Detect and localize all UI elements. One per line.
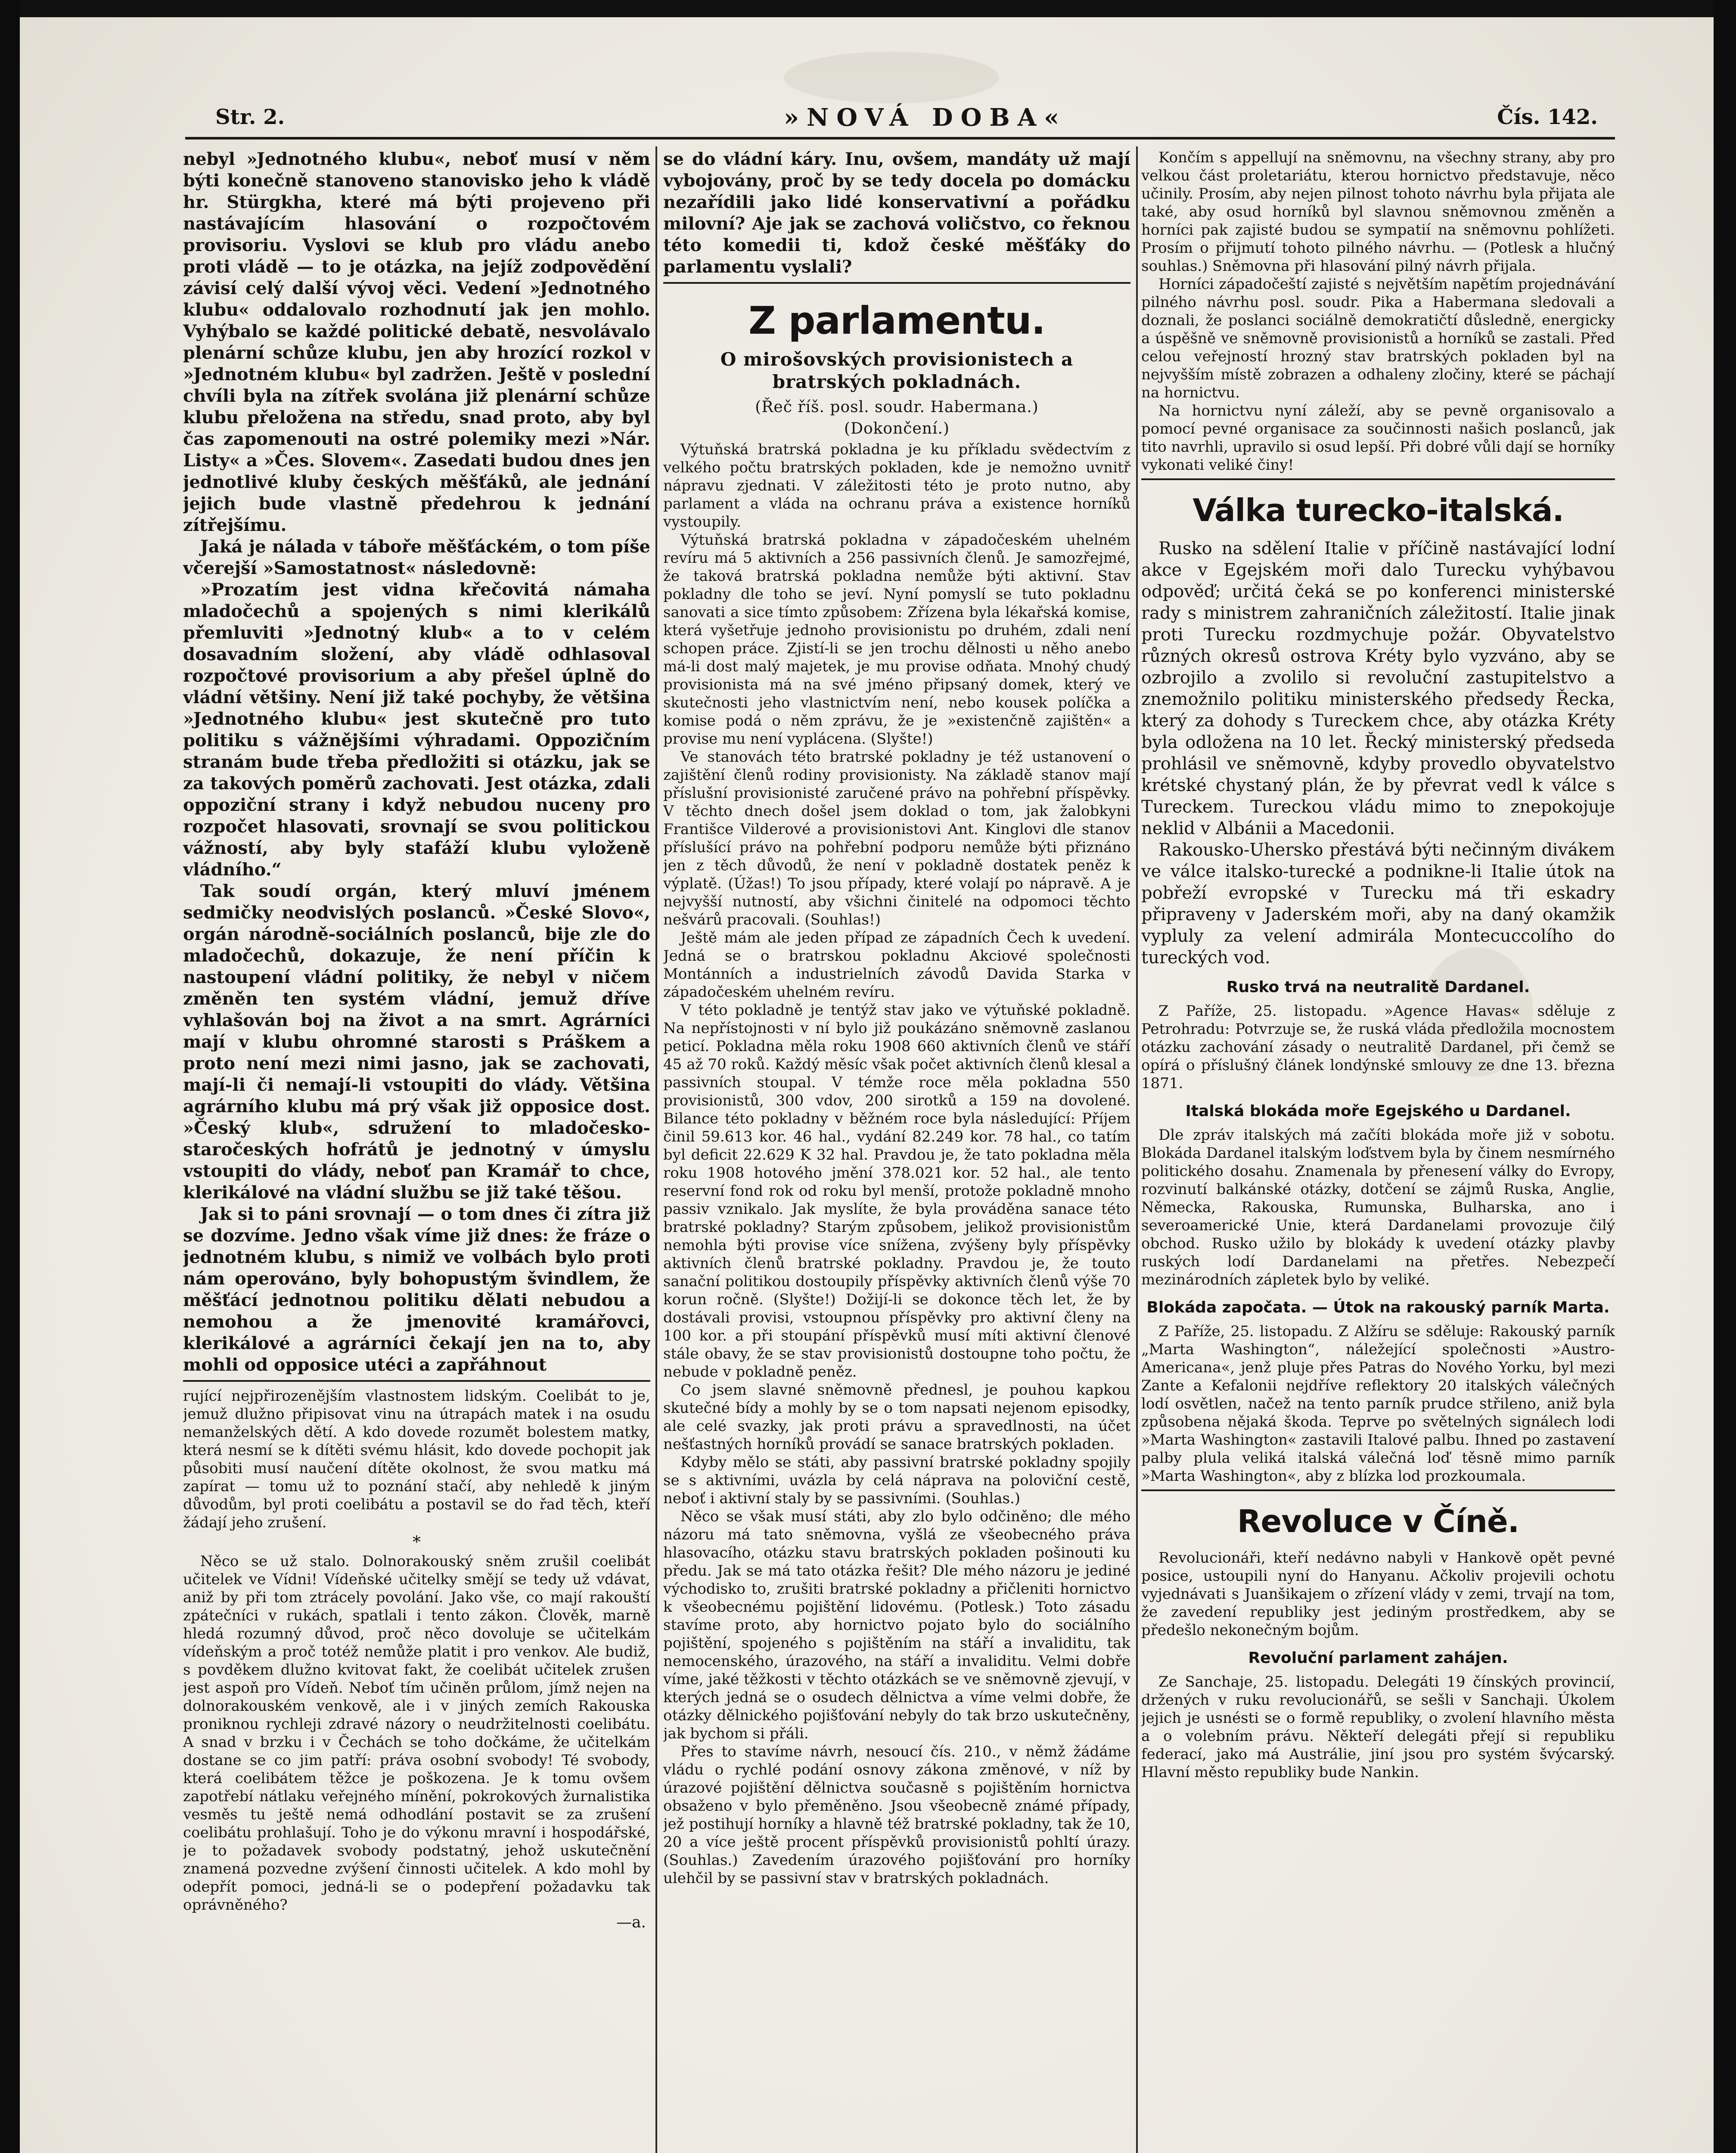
column-divider bbox=[655, 146, 657, 2153]
column-2 bbox=[663, 149, 1130, 2153]
article-paragraph: Rakousko-Uhersko přestává býti nečinným divákem ve válce italsko-turecké a podnikne-li Italie útok na pobřeží evropské v Turecku má tři eskadry připraveny v Jaderském moři, aby na daný okamžik vypluly za velení admirála Montecuccolího do tureckých vod. bbox=[1141, 840, 1615, 968]
scan-border-left bbox=[0, 0, 20, 2153]
article-paragraph: Kdyby mělo se státi, aby passivní bratrské pokladny spojily se s aktivními, uvázla by celá náprava na poloviční cestě, neboť i aktivní staly by se passivními. (Souhlas.) bbox=[663, 1454, 1130, 1507]
article-paragraph: Z Paříže, 25. listopadu. Z Alžíru se sděluje: Rakouský parník „Marta Washington“, náležející společnosti »Austro-Americana«, jenž pluje přes Patras do Nového Yorku, byl mezi Zante a Kefalonii nejdříve reflektory 20 italských válečných lodí osvětlen, načež na tento parník prudce střileno, aniž byla způsobena nějaká škoda. Teprve po světelných signálech lodi »Marta Washington« zastavili Italové palbu. Ihned po zastavení palby plula veliká italská válečná loď těsně mimo parník »Marta Washington«, aby z blízka lod prozkoumala. bbox=[1141, 1323, 1615, 1485]
section-headline: Z parlamentu. bbox=[748, 298, 1045, 343]
scan-border-right bbox=[1714, 0, 1736, 2153]
article-paragraph: nebyl »Jednotného klubu«, neboť musí v něm býti konečně stanoveno stanovisko jeho k vládě hr. Stürgkha, které má býti projeveno při nastávajícím hlasování o rozpočtovém provisoriu. Vyslovi se klub pro vládu anebo proti vládě — to je otázka, na jejíž zodpovědění závisí celý další vývoj věci. Vedení »Jednotného klubu« oddalovalo rozhodnutí jak jen mohlo. Vyhýbalo se každé politické debatě, nesvolávalo plenární schůze klubu, jen aby hrozící rozkol v »Jednotném klubu« byl zadržen. Ještě v poslední chvíli byla na zítřek svolána již plenární schůze klubu přeložena na středu, snad proto, aby byl čas zapomenouti na ostré polemiky mezi »Nár. Listy« a »Čes. Slovem«. Zasedati budou dnes jen jednotlivé kluby českých měšťáků, ale jednání jejich bude vlastně předehrou k jednání zítřejšímu. bbox=[183, 149, 650, 535]
article-paragraph: Tak soudí orgán, který mluví jménem sedmičky neodvislých poslanců. »České Slovo«, orgán národně-sociálních poslanců, bije zle do mladočechů, dokazuje, že není příčin k nastoupení vládní politiky, že nebyl v ničem změněn ten systém vládní, jemuž dříve vyhlašován boj na život a na smrt. Agrárníci mají v klubu ohromné starosti s Práškem a proto není mezi nimi jasno, jak se zachovati, mají-li či nemají-li vstoupiti do vlády. Většina agrárního klubu má prý však již opposice dost. »Český klub«, sdružení to mladočesko-staročeských hofrátů je jednotný v úmyslu vstoupiti do vlády, neboť pan Kramář to chce, klerikálové na vládní službu se již také těšou. bbox=[183, 881, 650, 1203]
section-rule bbox=[183, 1380, 650, 1382]
article-paragraph: Přes to stavíme návrh, nesoucí čís. 210., v němž žádáme vládu o rychlé podání osnovy zákona změnové, v níž by úrazové pojištění dělnictva současně s pojištěním hornictva obsaženo v bylo přeměněno. Jsou všeobecně známé případy, jež postihují horníky a hlavně též bratrské pokladny, tak že 10, 20 a více ještě procent příspěvků provisionistů pohltí úrazy. (Souhlas.) Zavedením úrazového pojišťování pro horníky ulehčil by se passivní stav v bratrských pokladnách. bbox=[663, 1743, 1130, 1887]
article-paragraph: rující nejpřirozenějším vlastnostem lidským. Coelibát to je, jemuž dlužno připisovat vinu na útrapách matek i na osudu nemanželských dětí. A kdo dovede rozumět bolestem matky, která nesmí se k dítěti svému hlásit, kdo dovede pochopit jak působiti musí naučení dítěte okolnost, že svou matku má zapírat — tomu už to poznání stačí, aby nehledě k jiným důvodům, byl proti coelibátu a postavil se do řad těch, kteří žádají jeho zrušení. bbox=[183, 1387, 650, 1531]
news-headline: Italská blokáda moře Egejského u Dardanel. bbox=[1185, 1102, 1571, 1120]
news-headline: Rusko trvá na neutralitě Dardanel. bbox=[1226, 978, 1530, 996]
article-paragraph: Rusko na sdělení Italie v příčině nastávající lodní akce v Egejském moři dalo Turecku vyhýbavou odpověď; určitá čeká se po konferenci ministerské rady s ministrem zahraničních záležitostí. Italie jinak proti Turecku rozdmychuje požár. Obyvatelstvo různých okresů ostrova Kréty bylo vyzváno, aby se ozbrojilo a zvolilo si revoluční zastupitelstvo a znemožnilo politiku ministerského předsedy Řecka, který za dohody s Tureckem chce, aby otázka Kréty byla odložena na 10 let. Řecký ministerský předseda prohlásil ve sněmovně, kdyby provedlo obyvatelstvo krétské chystaný plán, že by převrat vedl k válce s Tureckem. Tureckou vládu mimo to znepokojuje neklid v Albánii a Macedonii. bbox=[1141, 539, 1615, 838]
issue-number: Čís. 142. bbox=[1497, 105, 1598, 129]
article-byline: (Řeč říš. posl. soudr. Habermana.) bbox=[755, 398, 1039, 416]
article-paragraph: Něco se už stalo. Dolnorakouský sněm zrušil coelibát učitelek ve Vídni! Vídeňské učitelky smějí se tedy už vdávat, aniž by při tom ztrácely povolání. Jako vše, co mají rakouští zpátečníci v rukách, spatlali i tento zákon. Člověk, marně hledá rozumný důvod, proč něco dovoluje se učitelkám vídeňským a proč totéž nemůže platit i pro venkov. Ale budiž, s povděkem dlužno kvitovat fakt, že coelibát učitelek zrušen jest aspoň pro Vídeň. Neboť tím učiněn průlom, jímž nejen na dolnorakouském venkově, ale i v jiných zemích Rakouska proniknou rychleji zdravé názory o neudržitelnosti coelibátu. A snad v brzku i v Čechách se toho dočkáme, že učitelkám dostane se co jim patří: práva osobní svobody! Té svobody, která coelibátem těžce je poškozena. Je k tomu ovšem zapotřebí nátlaku veřejného mínění, pokrokových žurnalistika vesměs tu ještě nemá odhodlání postavit se za zrušení coelibátu prohlašují. Toho je do výkonu mravní i hospodářské, je to požadavek svobody podstatný, jehož uskutečnění znamená pozvedne zvýšení činnosti učitelek. A kdo mohl by odepřít pomoci, jedná-li se o podepření požadavku tak oprávněného? bbox=[183, 1553, 650, 1914]
page-header bbox=[181, 103, 1611, 133]
section-rule bbox=[1141, 1489, 1615, 1491]
newspaper-title: »NOVÁ DOBA« bbox=[784, 103, 1067, 132]
article-paragraph: Dle zpráv italských má začíti blokáda moře již v sobotu. Blokáda Dardanel italským loďstvem byla by činem nesmírného politického dosahu. Znamenala by přenesení války do Evropy, rozvinutí balkánské otázky, dotčení se zájmů Ruska, Anglie, Německa, Rakouska, Rumunska, Bulharska, ano i severoamerické Unie, která Dardanelami provozuje čilý obchod. Rusko užilo by blokády k uvedení otázky plavby ruských lodí Dardanelami na přetřes. Nebezpečí mezinárodních zápletek bylo by veliké. bbox=[1141, 1126, 1615, 1288]
article-paragraph: Výtuňská bratrská pokladna je ku příkladu svědectvím z velkého počtu bratrských pokladen, kde je nemožno uvnitř nápravu zjednati. V záležitosti této je proto nutno, aby parlament a vláda na ochranu práva a existence horníků vystoupily. bbox=[663, 441, 1130, 530]
article-paragraph: Co jsem slavné sněmovně přednesl, je pouhou kapkou skutečné bídy a mohly by se o tom napsati nejenom episodky, ale celé svazky, jak proti právu a spravedlnosti, na účet nešťastných horníků provádí se sanace bratrských pokladen. bbox=[663, 1381, 1130, 1453]
header-rule bbox=[185, 137, 1615, 140]
article-paragraph: Revolucionáři, kteří nedávno nabyli v Hankově opět pevné posice, ustoupili nyní do Hanyanu. Ačkoliv projevili ochotu vyjednávati s Juanšikajem o zřízení vlády v zemi, trvají na tom, že zavedení republiky jest jediným prostředkem, aby se předešlo nekonečným bojům. bbox=[1141, 1549, 1615, 1639]
article-subheadline: O mirošovských provisionistech a bratrských pokladnách. bbox=[720, 349, 1074, 392]
article-paragraph: Z Paříže, 25. listopadu. »Agence Havas« sděluje z Petrohradu: Potvrzuje se, že ruská vláda předložila mocnostem otázku zachování zásady o neutralitě Dardanel, při čemž se opírá o příslušný článek londýnské smlouvy ze dne 13. března 1871. bbox=[1141, 1002, 1615, 1092]
column-1 bbox=[183, 149, 650, 2153]
page-number: Str. 2. bbox=[215, 105, 285, 129]
article-paragraph: Horníci západočeští zajisté s největším napětím projednávání pilného návrhu posl. soudr. Pika a Habermana sledovali a doznali, že poslanci sociálně demokratičtí důsledně, energicky a úspěšně ve sněmovně provisionistů a horníků se zastali. Před celou veřejností hrozný stav bratrských pokladen byl na nejvyšším místě zobrazen a odhaleny zločiny, které se páchají na hornictvu. bbox=[1141, 276, 1615, 401]
article-continuation-note: (Dokončení.) bbox=[844, 420, 950, 437]
article-paragraph: Jak si to páni srovnají — o tom dnes či zítra již se dozvíme. Jedno však víme již dnes: že fráze o jednotném klubu, s nimiž ve volbách bylo proti nám operováno, byly bohopustým švindlem, že měšťácí jednotnou politiku dělati nebudou a nemohou a že jmenovité kramářovci, klerikálové a agrárníci čekají jen na to, aby mohli od opposice utéci a zapřáhnout bbox=[183, 1204, 650, 1375]
article-paragraph: Ze Sanchaje, 25. listopadu. Delegáti 19 čínských provincií, držených v ruku revolucionářů, se sešli v Sanchaji. Úkolem jejich je usnésti se o formě republiky, o zvolení hlavního města a o volebním právu. Někteří delegáti přejí si republiku federací, jako má Austrálie, jiní jsou pro systém švýcarský. Hlavní město republiky bude Nankin. bbox=[1141, 1673, 1615, 1781]
section-headline: Revoluce v Číně. bbox=[1237, 1503, 1519, 1539]
news-headline: Revoluční parlament zahájen. bbox=[1248, 1649, 1508, 1667]
article-paragraph: Jaká je nálada v táboře měšťáckém, o tom píše včerejší »Samostatnost« následovně: bbox=[183, 537, 650, 578]
author-signature: —a. bbox=[616, 1914, 646, 1931]
article-paragraph: Výtuňská bratrská pokladna v západočeském uhelném revíru má 5 aktivních a 256 passivních členů. Je samozřejmé, že taková bratrská pokladna nemůže býti aktivní. Stav pokladny dle toho se jeví. Nyní pomyslí se tuto pokladnu sanovati a sice tímto způsobem: Zřízena byla lékařská komise, která vyšetřuje jednoho provisionistu po druhém, zdali není schopen práce. Zjistí-li se jen trochu dělnosti u něho anebo má-li dost malý majetek, je mu provise odňata. Mnohý chudý provisionista má na své jméno připsaný domek, který ve skutečnosti jeho vlastnictvím není, nebo kousek políčka a komise podá o něm zprávu, že je »existenčně zajištěn« a provise mu není vyplácena. (Slyšte!) bbox=[663, 531, 1130, 748]
section-rule bbox=[663, 282, 1130, 284]
news-headline: Blokáda započata. — Útok na rakouský parník Marta. bbox=[1146, 1299, 1610, 1316]
article-paragraph: Ještě mám ale jeden případ ze západních Čech k uvedení. Jedná se o bratrskou pokladnu Akciové společnosti Montánních a industrielních závodů Davida Starka v západočeském uhelném revíru. bbox=[663, 929, 1130, 1001]
article-paragraph: V této pokladně je tentýž stav jako ve výtuňské pokladně. Na nepřístojnosti v ní bylo již poukázáno sněmovně zaslanou peticí. Pokladna měla roku 1908 660 aktivních členů ve stáří 45 až 70 roků. Každý měsíc však počet aktivních členů klesal a passivních stoupal. V témže roce měla pokladna 550 provisionistů, 300 vdov, 200 sirotků a 159 na dovolené. Bilance této pokladny v běžném roce byla následující: Příjem činil 59.613 kor. 46 hal., vydání 82.249 kor. 78 hal., co tatím byl deficit 22.629 K 32 hal. Pravdou je, že tato pokladna měla roku 1908 hotového jmění 378.021 kor. 52 hal., ale tento reservní fond rok od roku byl menší, protože pokladně mnoho passiv vznikalo. Jak myslíte, že byla prováděna sanace této bratrské pokladny? Starým způsobem, jelikož provisionistům nemohla býti provise více snížena, zvýšeny byly příspěvky aktivních členů bratrské pokladny. Pravdou je, že touto sanační politikou dostoupily příspěvky aktivních členů výše 70 korun ročně. (Slyšte!) Dožijí-li se dokonce těch let, že by dostávali provisi, vstoupnou příspěvky pro aktivní členy na 100 kor. a při stoupání příspěvků musí míti aktivní členové stále obavy, že se stav provisionistů dostoupne toho počtu, že nebude v pokladně peněz. bbox=[663, 1002, 1130, 1381]
column-3 bbox=[1141, 149, 1615, 2153]
section-headline: Válka turecko-italská. bbox=[1193, 492, 1564, 528]
article-paragraph: Něco se však musí státi, aby zlo bylo odčiněno; dle mého názoru má tato sněmovna, vyšlá ze všeobecného práva hlasovacího, otázku stavu bratrských pokladen pošinouti ku předu. Jak se má tato otázka řešit? Dle mého názoru je jediné východisko to, zrušiti bratrské pokladny a přičleniti hornictvo k všeobecnému pojištění lidovému. (Potlesk.) Toto zásadu stavíme proto, aby hornictvo pojato bylo do sociálního pojištění, spojeného s pojištěním na stáří a invaliditu, tak nemocenského, úrazového, na stáří a invaliditu. Velmi dobře víme, jaké těžkosti v těchto otázkách se ve sněmovně zjevují, v kterých jedná se o osudech dělnictva a víme velmi dobře, že otázky dělnického pojišťování nebyly do tak brzo uskutečněny, jak bychom si přáli. bbox=[663, 1508, 1130, 1742]
section-star: * bbox=[413, 1533, 421, 1551]
paper-stain bbox=[784, 52, 999, 103]
article-paragraph: se do vládní káry. Inu, ovšem, mandáty už mají vybojovány, proč by se tedy docela po domácku nezařídili jako lidé konservativní a pořádku milovní? Aje jak se zachová voličstvo, co řeknou této komedii ti, kdož české měšťáky do parlamentu vyslali? bbox=[663, 149, 1130, 277]
section-rule bbox=[1141, 478, 1615, 480]
article-quote: »Prozatím jest vidna křečovitá námaha mladočechů a spojených s nimi klerikálů přemluviti »Jednotný klub« a to v celém dosavadním složení, aby vládě odhlasoval rozpočtové provisorium a aby přešel úplně do vládní většiny. Není již také pochyby, že většina »Jednotného klubu« jest skutečně pro tuto politiku s vážnějšími výhradami. Oppozičním stranám bude třeba předložiti si otázku, jak se za takových poměrů zachovati. Jest otázka, zdali oppoziční strany i když nebudou nuceny pro rozpočet hlasovati, srovnají se svou politickou vážností, aby byly stafáží klubu vyloženě vládního.“ bbox=[183, 580, 650, 880]
article-paragraph: Na hornictvu nyní záleží, aby se pevně organisovalo a pomocí pevné organisace za součinnosti našich poslanců, jak tito navrhli, upravilo si osud lepší. Při dobré vůli dají se horníky vykonati veliké činy! bbox=[1141, 402, 1615, 474]
scan-border-top bbox=[0, 0, 1736, 17]
article-paragraph: Končím s appellují na sněmovnu, na všechny strany, aby pro velkou část proletariátu, kterou hornictvo představuje, něco učinily. Prosím, aby nejen pilnost tohoto návrhu byla přijata ale také, aby osud horníků byl slavnou sněmovnou změněn a horníci pak zajisté budou se sympatií na sněmovnu pohlížeti. Prosím o přijmutí tohoto pilného návrhu. — (Potlesk a hlučný souhlas.) Sněmovna při hlasování pilný návrh přijala. bbox=[1141, 149, 1615, 275]
article-paragraph: Ve stanovách této bratrské pokladny je též ustanovení o zajištění členů rodiny provisionisty. Na základě stanov mají příslušní provisionisté zaručené právo na pohřební příspěvky. V těchto dnech došel jsem doklad o tom, jak žalobkyni Františce Vilderové a provisionistovi Ant. Kinglovi dle stanov příslušící právo na pohřební podporu nemůže býti přiznáno jen z těch důvodů, že není v pokladně dostatek peněz k výplatě. (Úžas!) To jsou případy, které volají po nápravě. A je nejvyšší nutností, aby všichni činitelé na odpomoci těchto nešvárů pracovali. (Souhlas!) bbox=[663, 748, 1130, 928]
column-divider bbox=[1136, 146, 1138, 2153]
